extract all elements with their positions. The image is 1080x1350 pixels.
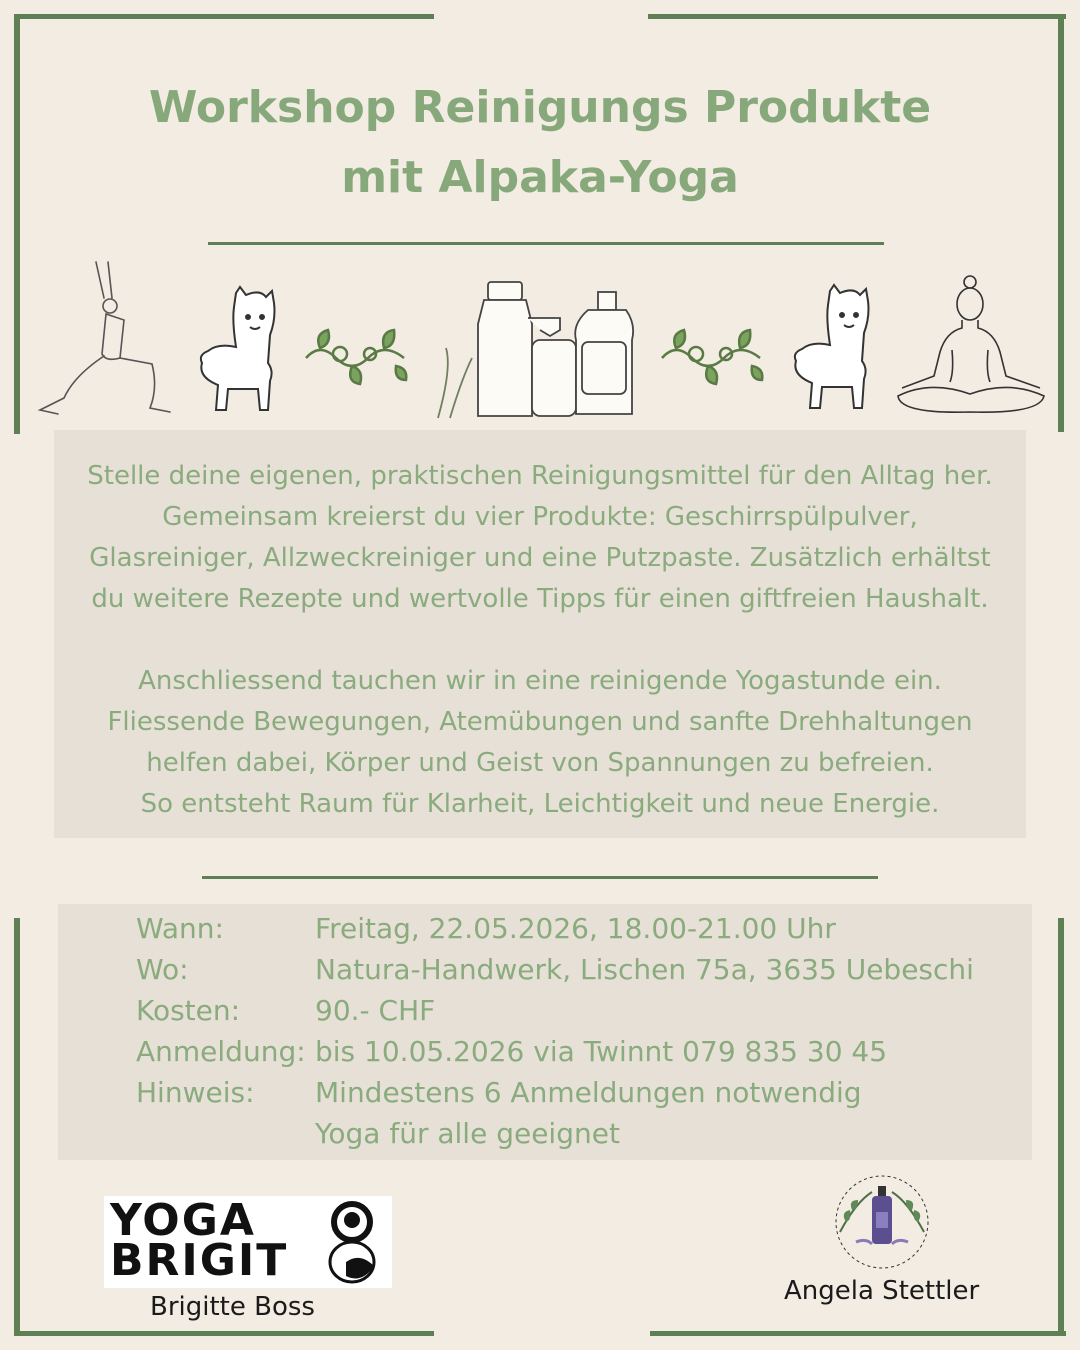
detail-label: Wann:: [136, 912, 224, 945]
meditation-icon: [890, 272, 1052, 420]
description-line: Anschliessend tauchen wir in eine reinigende Yogastunde ein.: [138, 666, 942, 696]
detail-value: Freitag, 22.05.2026, 18.00-21.00 Uhr: [315, 912, 836, 945]
description-line: So entsteht Raum für Klarheit, Leichtigkeit und neue Energie.: [140, 789, 940, 819]
detail-label: Hinweis:: [136, 1076, 255, 1109]
detail-value: Natura-Handwerk, Lischen 75a, 3635 Uebeschi: [315, 953, 974, 986]
vine-icon: [300, 318, 412, 390]
description-line: helfen dabei, Körper und Geist von Spannungen zu befreien.: [146, 748, 934, 778]
frame-left-top-v: [14, 14, 20, 434]
vine-icon: [656, 318, 768, 390]
detail-label: Anmeldung:: [136, 1035, 306, 1068]
description-line: du weitere Rezepte und wertvolle Tipps für einen giftfreien Haushalt.: [91, 584, 989, 614]
detail-label: Kosten:: [136, 994, 241, 1027]
detail-value: 90.- CHF: [315, 994, 436, 1027]
oil-bottle-wreath-icon: [826, 1172, 938, 1272]
page-title-line1: Workshop Reinigungs Produkte: [148, 82, 932, 133]
divider-top: [208, 242, 884, 245]
description-line: Fliessende Bewegungen, Atemübungen und sanfte Drehhaltungen: [107, 707, 973, 737]
logo-text-line2: BRIGIT: [110, 1235, 289, 1286]
cleaning-bottles-icon: [432, 278, 644, 420]
divider-middle: [202, 876, 878, 879]
left-name-caption: Brigitte Boss: [150, 1292, 315, 1322]
frame-right-top-v: [1058, 14, 1064, 432]
alpaca-icon: [782, 283, 872, 418]
frame-bottom-right-h: [650, 1331, 1066, 1336]
description-line: Gemeinsam kreierst du vier Produkte: Geschirrspülpulver,: [162, 502, 918, 532]
logo-text-line1: YOGA: [110, 1195, 256, 1246]
frame-top-left-h: [14, 14, 434, 19]
alpaca-icon: [188, 285, 278, 420]
page-title-line2: mit Alpaka-Yoga: [341, 152, 739, 203]
detail-value: Yoga für alle geeignet: [315, 1117, 620, 1150]
frame-bottom-left-h: [14, 1331, 434, 1336]
angiis-reise-logo: [826, 1172, 938, 1272]
yin-yang-eight-icon: [316, 1200, 386, 1286]
description-line: Stelle deine eigenen, praktischen Reinigungsmittel für den Alltag her.: [87, 461, 993, 491]
frame-left-bottom-v: [14, 918, 20, 1336]
yoga-lunge-icon: [34, 258, 184, 420]
right-name-caption: Angela Stettler: [784, 1276, 980, 1306]
detail-label: Wo:: [136, 953, 189, 986]
yoga-brigit-logo: [104, 1196, 392, 1288]
detail-value: Mindestens 6 Anmeldungen notwendig: [315, 1076, 862, 1109]
frame-top-right-h: [648, 14, 1066, 19]
detail-value: bis 10.05.2026 via Twinnt 079 835 30 45: [315, 1035, 888, 1068]
frame-right-bottom-v: [1058, 918, 1064, 1336]
description-line: Glasreiniger, Allzweckreiniger und eine Putzpaste. Zusätzlich erhältst: [89, 543, 991, 573]
